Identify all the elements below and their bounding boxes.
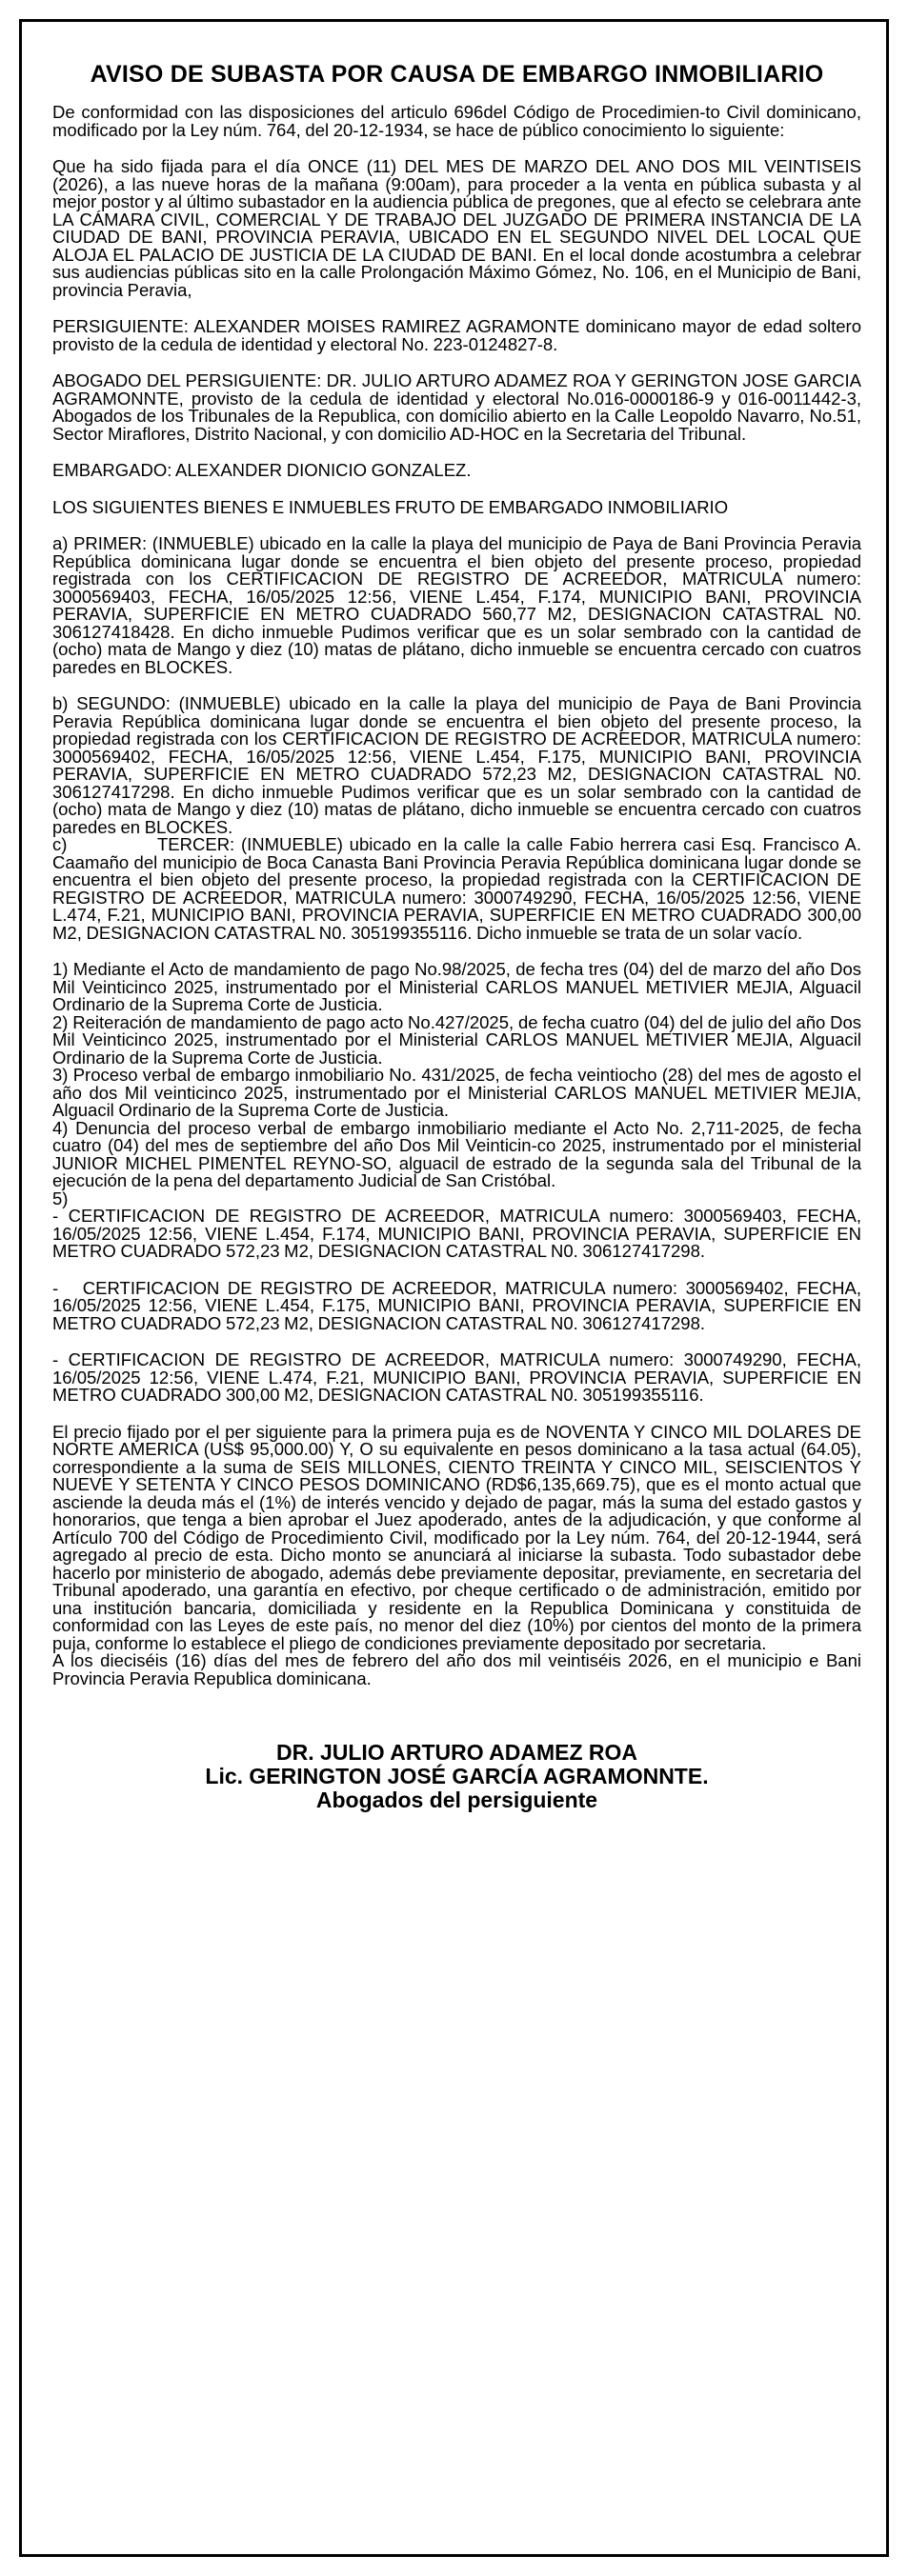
auction-date-paragraph: Que ha sido fijada para el día ONCE (11) DEL MES DE MARZO DEL ANO DOS MIL VEINTISEIS (2026), a las nueve horas de la mañana (9:00am), para proceder a la venta en pública subasta y al mejor postor y al último subastador en la audiencia pública de pregones, que al efecto se celebrara ante LA CÁMARA CIVIL, COMERCIAL Y DE TRABAJO DEL JUZGADO DE PRIMERA INSTANCIA DE LA CIUDAD DE BANI, PROVINCIA PERAVIA, UBICADO EN EL SEGUNDO NIVEL DEL LOCAL QUE ALOJA EL PALACIO DE JUSTICIA DE LA CIUDAD DE BANI. En el local donde acostumbra a celebrar sus audiencias públicas sito en la calle Prolongación Máximo Gómez, No. 106, en el Municipio de Bani, provincia Peravia, — [52, 156, 861, 300]
asset-a-paragraph: a) PRIMER: (INMUEBLE) ubicado en la calle la playa del municipio de Paya de Bani Provincia Peravia República dominicana lugar donde se encuentra el bien objeto del presente proceso, propiedad registrada con los CERTIFICACION DE REGISTRO DE ACREEDOR, MATRICULA numero: 3000569403, FECHA, 16/05/2025 12:56, VIENE L.454, F.174, MUNICIPIO BANI, PROVINCIA PERAVIA, SUPERFICIE EN METRO CUADRADO 560,77 M2, DESIGNACION CATASTRAL N0. 306127418428. En dicho inmueble Pudimos verificar que es un solar sembrado con la cantidad de (ocho) mata de Mango y diez (10) matas de plátano, dicho inmueble se encuentra cercado con cuatros paredes en BLOCKES. — [52, 533, 861, 677]
act-item: 1) Mediante el Acto de mandamiento de pago No.98/2025, de fecha tres (04) del de marzo del año Dos Mil Veinticinco 2025, instrumentado por el Ministerial CARLOS MANUEL METIVIER MEJIA, Alguacil Ordinario de la Suprema Corte de Justicia. — [52, 959, 861, 1014]
signature-line-lawyer-1: DR. JULIO ARTURO ADAMEZ ROA — [275, 1740, 638, 1765]
signature-block — [52, 1741, 861, 1812]
intro-paragraph: De conformidad con las disposiciones del articulo 696del Código de Procedimien-to Civil dominicano, modificado por la Ley núm. 764, del 20-12-1934, se hace de público conocimiento lo siguiente: — [52, 102, 861, 140]
certification-item: - CERTIFICACION DE REGISTRO DE ACREEDOR, MATRICULA numero: 3000569403, FECHA, 16/05/2025 12:56, VIENE L.454, F.174, MUNICIPIO BANI, PROVINCIA PERAVIA, SUPERFICIE EN METRO CUADRADO 572,23 M2, DESIGNACION CATASTRAL N0. 306127417298. — [52, 1206, 861, 1261]
pursuer-paragraph: PERSIGUIENTE: ALEXANDER MOISES RAMIREZ AGRAMONTE dominicano mayor de edad soltero provisto de la cedula de identidad y electoral No. 223-0124827-8. — [52, 316, 861, 354]
certification-item: - CERTIFICACION DE REGISTRO DE ACREEDOR, MATRICULA numero: 3000569402, FECHA, 16/05/2025 12:56, VIENE L.454, F.175, MUNICIPIO BANI, PROVINCIA PERAVIA, SUPERFICIE EN METRO CUADRADO 572,23 M2, DESIGNACION CATASTRAL N0. 306127417298. — [52, 1277, 866, 1333]
signature-line-role: Abogados del persiguiente — [315, 1787, 598, 1812]
act-item: 2) Reiteración de mandamiento de pago acto No.427/2025, de fecha cuatro (04) del de julio del año Dos Mil Veinticinco 2025, instrumentado por el Ministerial CARLOS MANUEL METIVIER MEJIA, Alguacil Ordinario de la Suprema Corte de Justicia. — [52, 1011, 861, 1068]
seized-party-paragraph: EMBARGADO: ALEXANDER DIONICIO GONZALEZ. — [52, 460, 472, 480]
notice-date-paragraph: A los dieciséis (16) días del mes de febrero del año dos mil veintiséis 2026, en el municipio e Bani Provincia Peravia Republica dominicana. — [52, 1650, 861, 1688]
price-paragraph: El precio fijado por el per siguiente para la primera puja es de NOVENTA Y CINCO MIL DOLARES DE NORTE AMERICA (US$ 95,000.00) Y, O su equivalente en pesos dominicano a la tasa actual (64.05), correspondiente a la suma de SEIS MILLONES, CIENTO TREINTA Y CINCO MIL, SEISCIENTOS Y NUEVE Y SETENTA Y CINCO PESOS DOMINICANO (RD$6,135,669.75), que es el monto actual que asciende la deuda más el (1%) de interés vencido y dejado de pagar, más la suma del estado gastos y honorarios, que tenga a bien aprobar el Juez apoderado, antes de la adjudicación, y que conforme al Artículo 700 del Código de Procedimiento Civil, modificado por la Ley núm. 764, del 20-12-1944, será agregado al precio de esta. Dicho monto se anunciará al iniciarse la subasta. Todo subastador debe hacerlo por ministerio de abogado, además debe previamente depositar, previamente, en secretaria del Tribunal apoderado, una garantía en efectivo, por cheque certificado o de administración, emitido por una institución bancaria, domiciliada y residente en la Republica Dominicana y constituida de conformidad con las Leyes de este país, no menor del diez (10%) por cientos del monto de la primera puja, conforme lo establece el pliego de condiciones previamente depositado por secretaria. — [52, 1421, 861, 1653]
certification-item: - CERTIFICACION DE REGISTRO DE ACREEDOR, MATRICULA numero: 3000749290, FECHA, 16/05/2025 12:56, VIENE L.474, F.21, MUNICIPIO BANI, PROVINCIA PERAVIA, SUPERFICIE EN METRO CUADRADO 300,00 M2, DESIGNACION CATASTRAL N0. 305199355116. — [52, 1349, 861, 1405]
signature-line-lawyer-2: Lic. GERINGTON JOSÉ GARCÍA AGRAMONNTE. — [205, 1764, 709, 1788]
notice-title: AVISO DE SUBASTA POR CAUSA DE EMBARGO INMOBILIARIO — [90, 61, 824, 88]
act-item: 5) — [52, 1188, 69, 1208]
asset-c-paragraph: c) TERCER: (INMUEBLE) ubicado en la calle la calle Fabio herrera casi Esq. Francisco A. Caamaño del municipio de Boca Canasta Bani Provincia Peravia República dominicana lugar donde se encuentra el bien objeto del presente proceso, la propiedad registrada con la CERTIFICACION DE REGISTRO DE ACREEDOR, MATRICULA numero: 3000749290, FECHA, 16/05/2025 12:56, VIENE L.474, F.21, MUNICIPIO BANI, PROVINCIA PERAVIA, SUPERFICIE EN METRO CUADRADO 300,00 M2, DESIGNACION CATASTRAL N0. 305199355116. Dicho inmueble se trata de un solar vacío. — [52, 834, 866, 943]
notice-body — [52, 102, 866, 1688]
acts-list — [52, 961, 861, 1261]
act-item: 4) Denuncia del proceso verbal de embargo inmobiliario mediante el Acto No. 2,711-2025, de fecha cuatro (04) del mes de septiembre del año Dos Mil Veinticin-co 2025, instrumentado por el ministerial JUNIOR MICHEL PIMENTEL REYNO-SO, alguacil de estrado de la segunda sala del Tribunal de la ejecución de la pena del departamento Judicial de San Cristóbal. — [52, 1117, 861, 1190]
asset-b-paragraph: b) SEGUNDO: (INMUEBLE) ubicado en la calle la playa del municipio de Paya de Bani Provincia Peravia República dominicana lugar donde se encuentra el bien objeto del presente proceso, la propiedad registrada con los CERTIFICACION DE REGISTRO DE ACREEDOR, MATRICULA numero: 3000569402, FECHA, 16/05/2025 12:56, VIENE L.454, F.175, MUNICIPIO BANI, PROVINCIA PERAVIA, SUPERFICIE EN METRO CUADRADO 572,23 M2, DESIGNACION CATASTRAL N0. 306127417298. En dicho inmueble Pudimos verificar que es un solar sembrado con la cantidad de (ocho) mata de Mango y diez (10) matas de plátano, dicho inmueble se encuentra cercado con cuatros paredes en BLOCKES. — [52, 693, 861, 837]
assets-heading: LOS SIGUIENTES BIENES E INMUEBLES FRUTO DE EMBARGADO INMOBILIARIO — [52, 496, 729, 517]
act-item: 3) Proceso verbal de embargo inmobiliario No. 431/2025, de fecha veintiocho (28) del mes de agosto el año dos Mil veinticinco 2025, instrumentado por el Ministerial CARLOS MANUEL METIVIER MEJIA, Alguacil Ordinario de la Suprema Corte de Justicia. — [52, 1065, 861, 1120]
pursuer-lawyer-paragraph: ABOGADO DEL PERSIGUIENTE: DR. JULIO ARTURO ADAMEZ ROA Y GERINGTON JOSE GARCIA AGRAMONNTE, provisto de la cedula de identidad y electoral No.016-0000186-9 y 016-0011442-3, Abogados de los Tribunales de la Republica, con domicilio abierto en la Calle Leopoldo Navarro, No.51, Sector Miraflores, Distrito Nacional, y con domicilio AD-HOC en la Secretaria del Tribunal. — [52, 370, 861, 444]
notice-frame — [19, 19, 889, 2557]
